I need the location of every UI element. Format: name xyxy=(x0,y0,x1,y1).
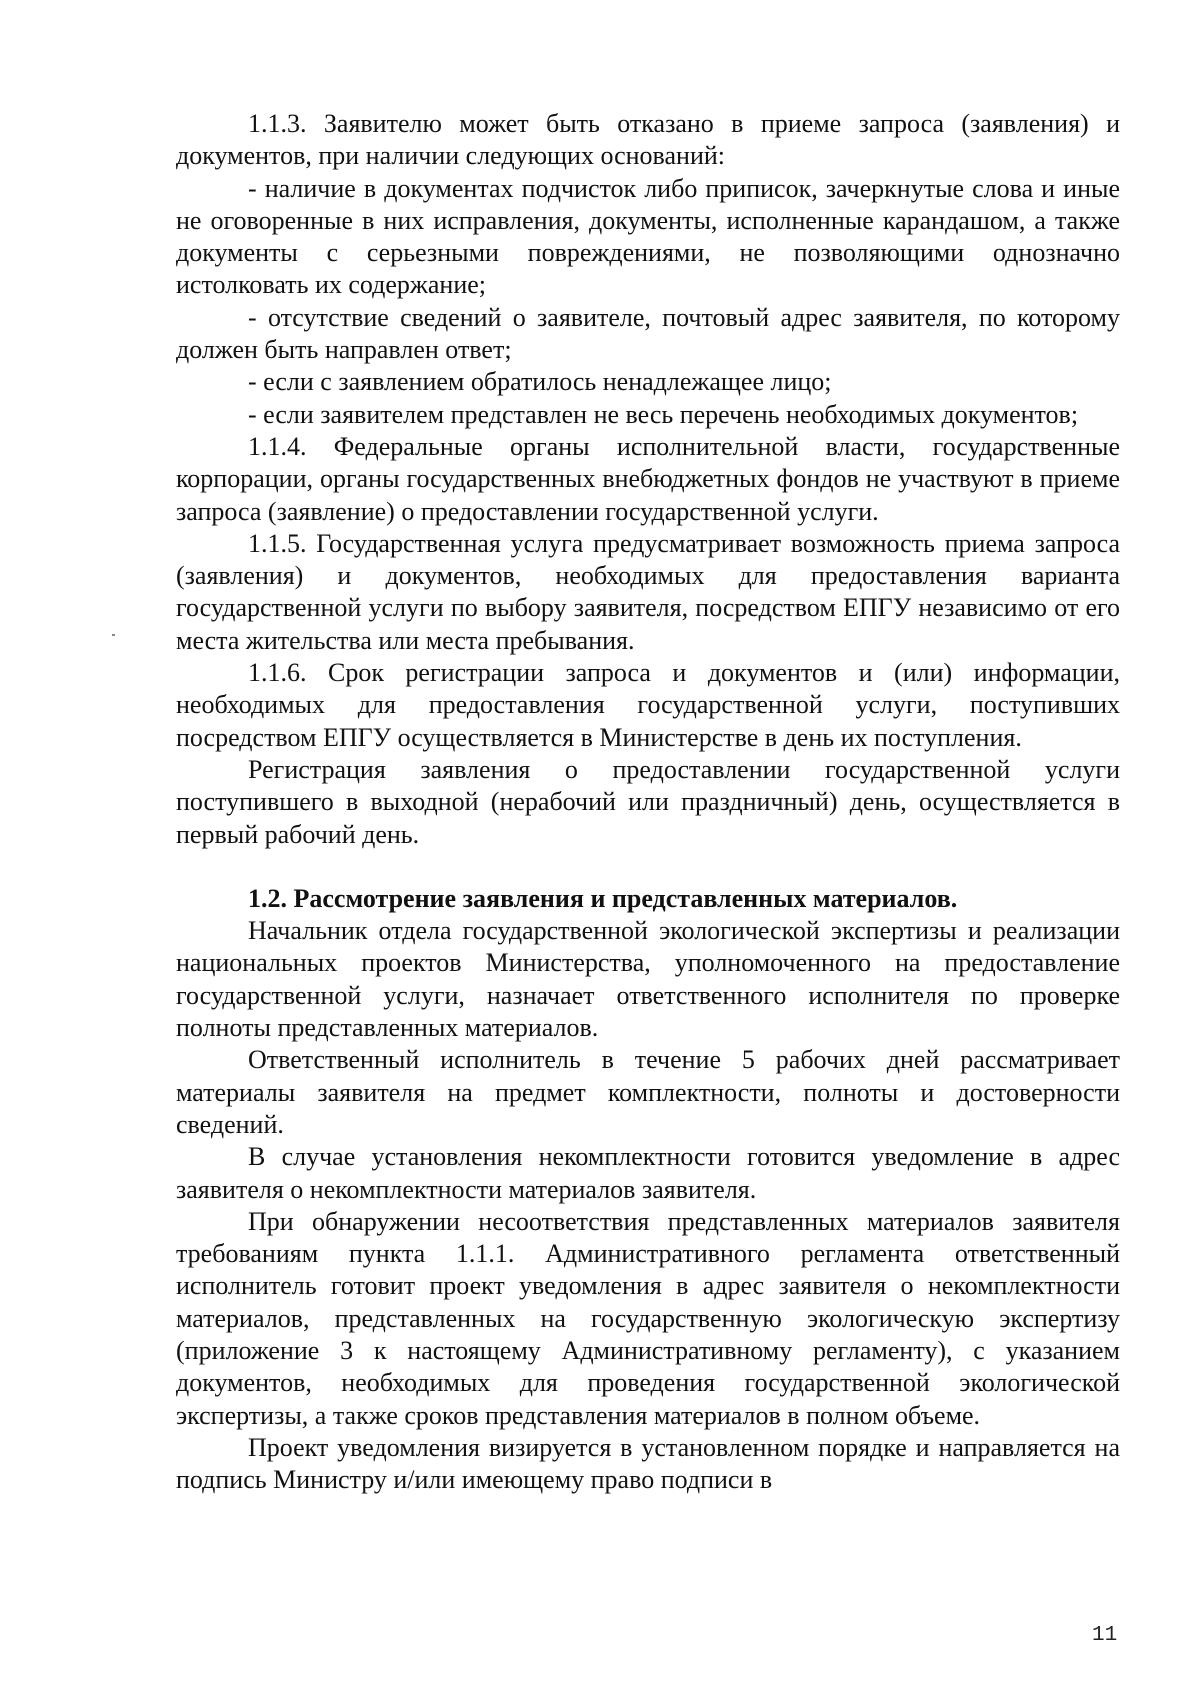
page-number: 11 xyxy=(1092,1624,1118,1647)
paragraph-incompleteness-notice: В случае установления некомплектности готовится уведомление в адрес заявителя о некомплектности материалов заявителя. xyxy=(176,1142,1120,1204)
scan-speck xyxy=(112,634,115,636)
list-item-improper-person: - если с заявлением обратилось ненадлежащее лицо; xyxy=(248,367,832,397)
paragraph-1-1-5: 1.1.5. Государственная услуга предусматривает возможность приема запроса (заявления) и документов, необходимых для предоставления варианта государственной услуги по выбору заявителя, посредством ЕПГУ независимо от его места жительства или места пребывания. xyxy=(176,528,1120,655)
list-item-incomplete-documents: - если заявителем представлен не весь перечень необходимых документов; xyxy=(248,399,1079,429)
paragraph-registration: Регистрация заявления о предоставлении государственной услуги поступившего в выходной (нерабочий или праздничный) день, осуществляется в первый рабочий день. xyxy=(176,754,1120,849)
section-heading: 1.2. Рассмотрение заявления и представленных материалов. xyxy=(248,883,958,913)
document-body xyxy=(176,108,1120,1496)
paragraph-notice-draft: Проект уведомления визируется в установленном порядке и направляется на подпись Министру и/или имеющему право подписи в xyxy=(176,1432,1120,1495)
list-item-corrections: - наличие в документах подчисток либо приписок, зачеркнутые слова и иные не оговоренные в них исправления, документы, исполненные карандашом, а также документы с серьезными повреждениями, не позволяющими однозначно истолковать их содержание; xyxy=(176,173,1120,300)
paragraph-head-of-department: Начальник отдела государственной экологической экспертизы и реализации национальных проектов Министерства, уполномоченного на предоставление государственной услуги, назначает ответственного исполнителя по проверке полноты представленных материалов. xyxy=(176,916,1120,1043)
paragraph-nonconformity: При обнаружении несоответствия представленных материалов заявителя требованиям пункта 1.1.1. Административного регламента ответственный исполнитель готовит проект уведомления в адрес заявителя о некомплектности материалов, представленных на государственную экологическую экспертизу (приложение 3 к настоящему Административному регламенту), с указанием документов, необходимых для проведения государственной экологической экспертизы, а также сроков представления материалов в полном объеме. xyxy=(176,1206,1120,1430)
paragraph-review-period: Ответственный исполнитель в течение 5 рабочих дней рассматривает материалы заявителя на предмет комплектности, полноты и достоверности сведений. xyxy=(176,1045,1120,1139)
paragraph-1-1-3: 1.1.3. Заявителю может быть отказано в приеме запроса (заявления) и документов, при наличии следующих оснований: xyxy=(176,109,1120,171)
paragraph-1-1-6: 1.1.6. Срок регистрации запроса и документов и (или) информации, необходимых для предоставления государственной услуги, поступивших посредством ЕПГУ осуществляется в Министерстве в день их поступления. xyxy=(176,658,1120,752)
paragraph-1-1-4: 1.1.4. Федеральные органы исполнительной власти, государственные корпорации, органы государственных внебюджетных фондов не участвуют в приеме запроса (заявление) о предоставлении государственной услуги. xyxy=(176,431,1120,526)
list-item-missing-applicant-info: - отсутствие сведений о заявителе, почтовый адрес заявителя, по которому должен быть направлен ответ; xyxy=(176,302,1120,365)
